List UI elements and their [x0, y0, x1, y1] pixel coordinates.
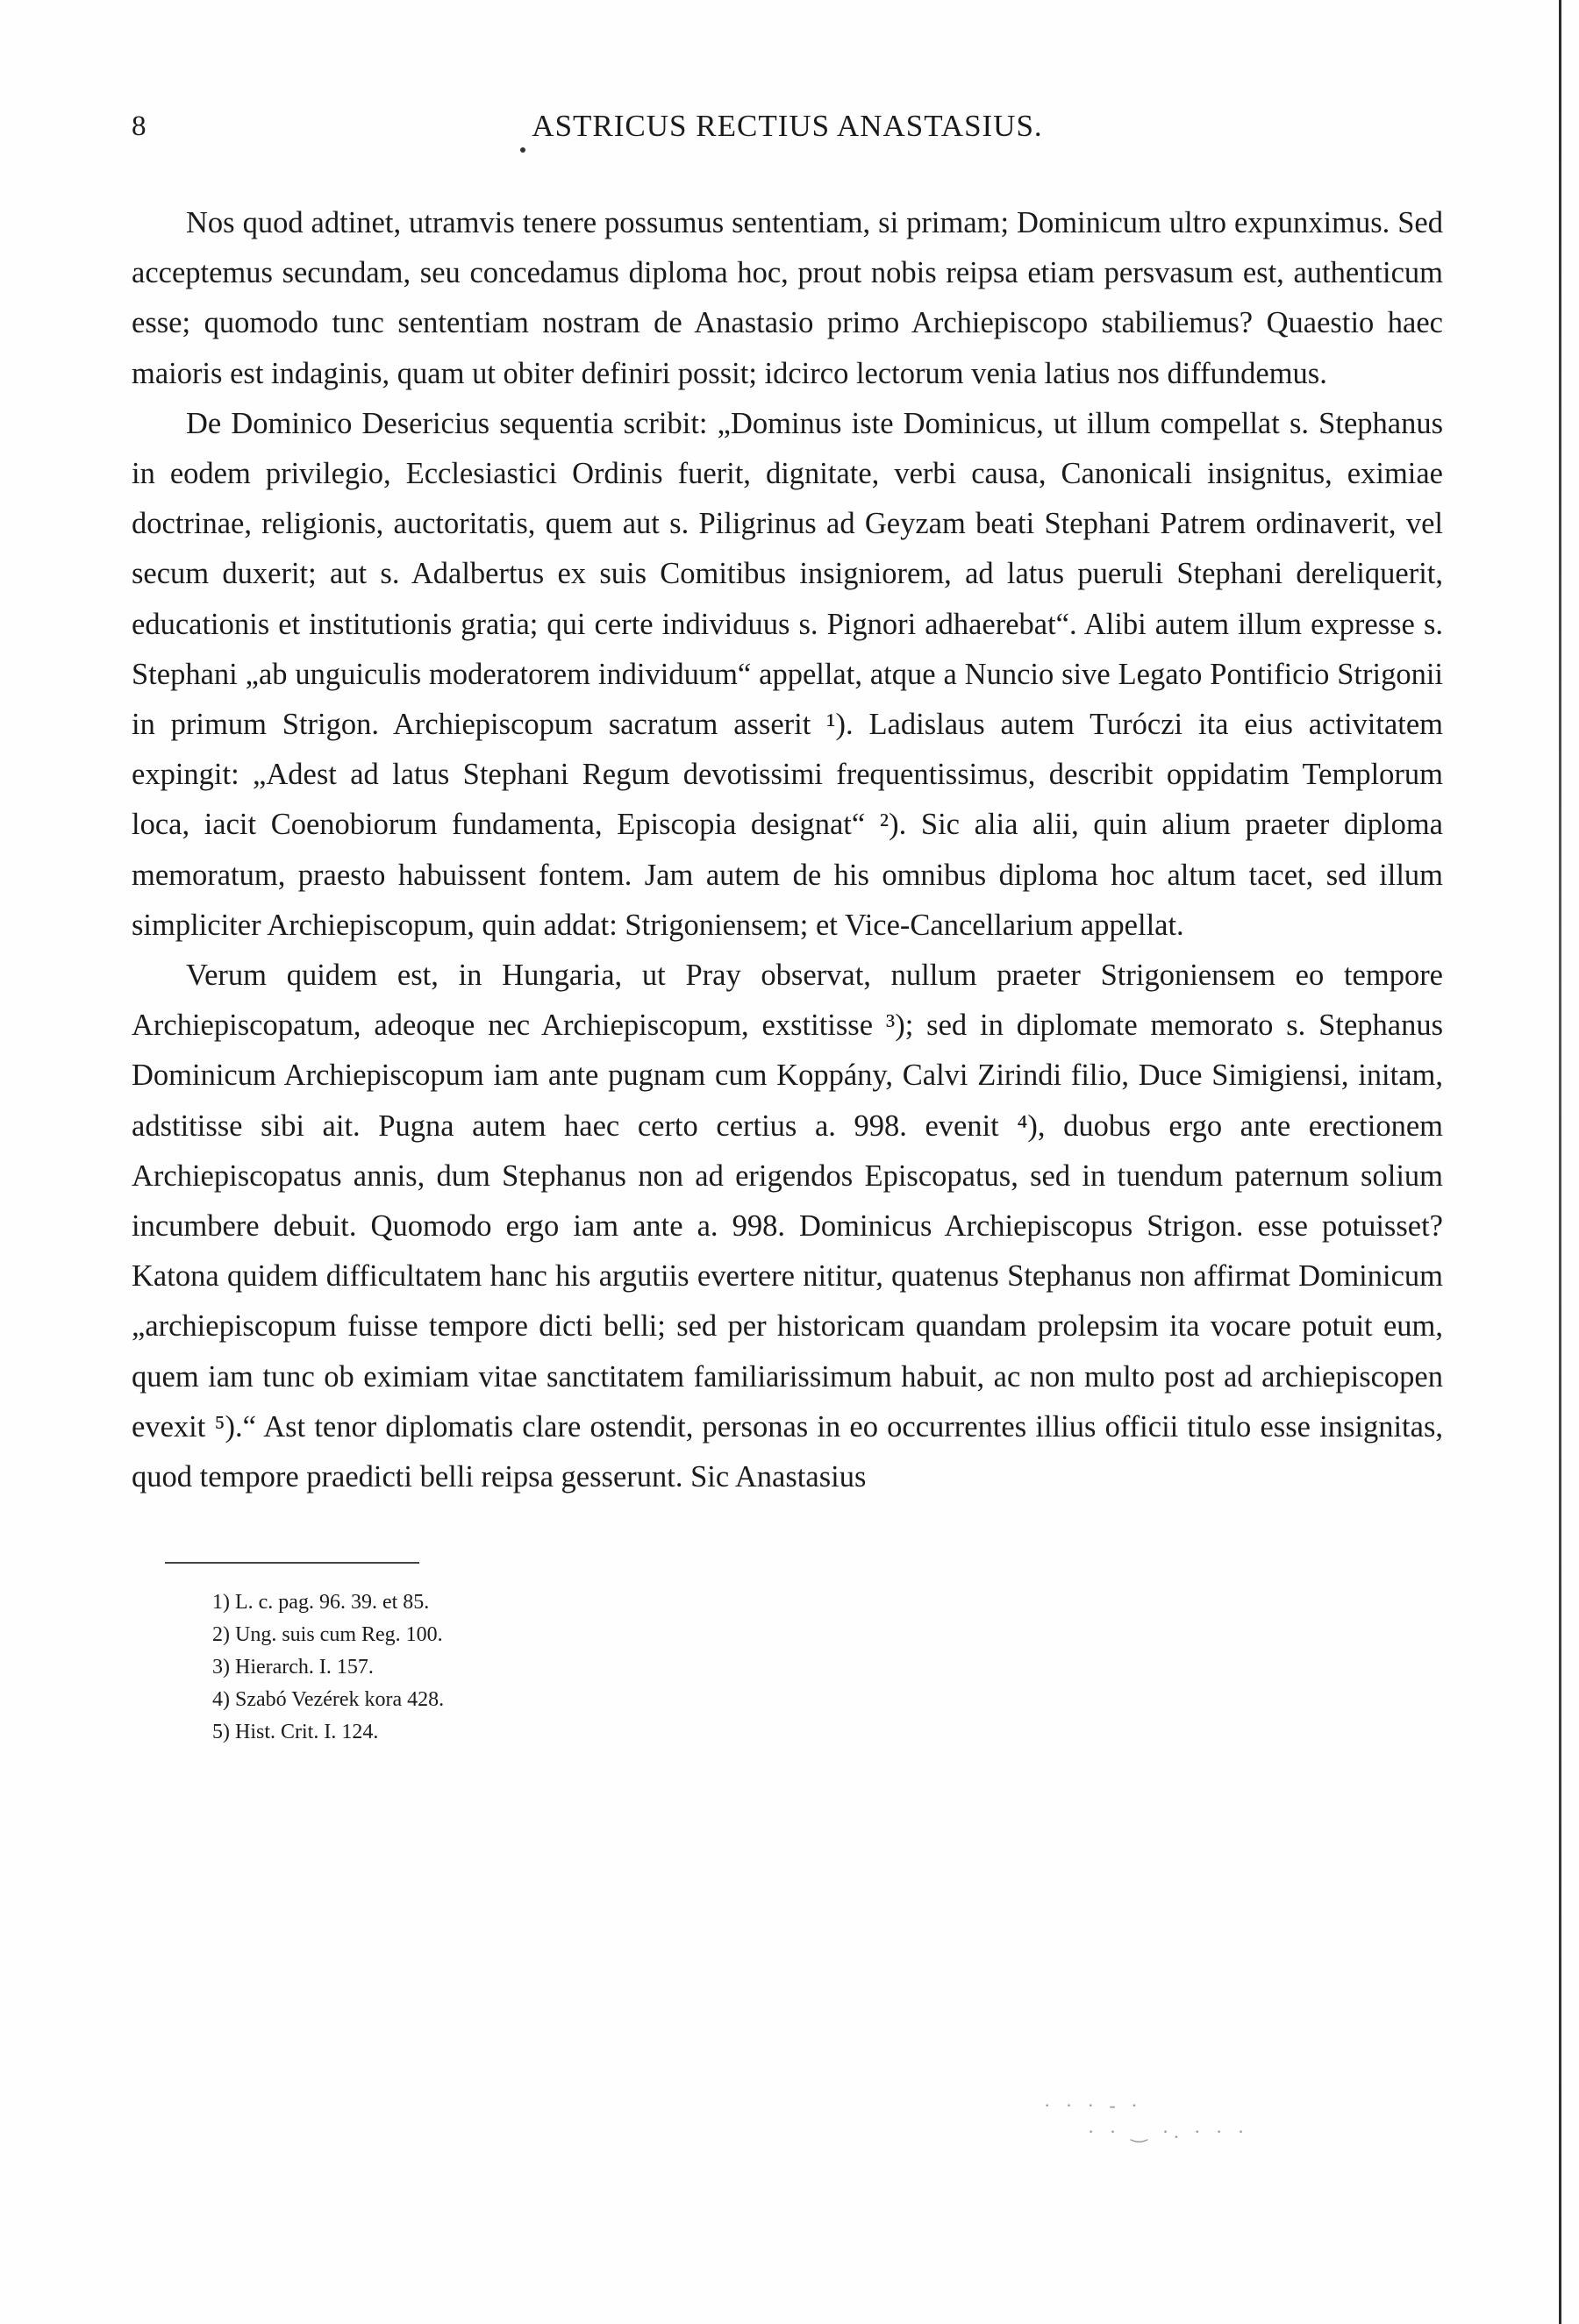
paragraph: Nos quod adtinet, utramvis tenere possumus sententiam, si primam; Dominicum ultro expunximus. Sed acceptemus secundam, seu concedamus diploma hoc, prout nobis reipsa etiam persvasum est, authenticum esse; quomodo tunc sententiam nostram de Anastasio primo Archiepiscopo stabiliemus? Quaestio haec maioris est indaginis, quam ut obiter definiri possit; idcirco lectorum venia latius nos diffundemus. [132, 206, 1443, 390]
book-page [132, 103, 1443, 1749]
running-title: ASTRICUS RECTIUS ANASTASIUS. [532, 109, 1043, 143]
footnote: 3) Hierarch. I. 157. [212, 1656, 374, 1679]
footnote-rule [165, 1562, 419, 1564]
page-number: 8 [132, 110, 146, 142]
footnote: 5) Hist. Crit. I. 124. [212, 1721, 379, 1744]
paragraph: Verum quidem est, in Hungaria, ut Pray observat, nullum praeter Strigoniensem eo tempore Archiepiscopatum, adeoque nec Archiepiscopum, exstitisse ³); sed in diplomate memorato s. Stephanus Dominicum Archiepiscopum iam ante pugnam cum Koppány, Calvi Zirindi filio, Duce Simigiensi, initam, adstitisse sibi ait. Pugna autem haec certo certius a. 998. evenit ⁴), duobus ergo ante erectionem Archiepiscopatus annis, dum Stephanus non ad erigendos Episcopatus, sed in tuendum paternum solium incumbere debuit. Quomodo ergo iam ante a. 998. Dominicus Archiepiscopus Strigon. esse potuisset? Katona quidem difficultatem hanc his argutiis evertere nititur, quatenus Stephanus non affirmat Dominicum „archiepiscopum fuisse tempore dicti belli; sed per historicam quandam prolepsim ita vocare potuit eum, quem iam tunc ob eximiam vitae sanctitatem familiarissimum habuit, ac non multo post ad archiepiscopen evexit ⁵).“ Ast tenor diplomatis clare ostendit, personas in eo occurrentes illius officii titulo esse insignitas, quod tempore praedicti belli reipsa gesserunt. Sic Anastasius [132, 959, 1443, 1494]
page-header [132, 103, 1443, 156]
scan-speckle: · · ‿ ·. · · · [1088, 2121, 1250, 2142]
footnote: 2) Ung. suis cum Reg. 100. [212, 1623, 443, 1647]
paragraph: De Dominico Desericius sequentia scribit: „Dominus iste Dominicus, ut illum compellat s. Stephanus in eodem privilegio, Ecclesiastici Ordinis fuerit, dignitate, verbi causa, Canonicali insignitus, eximiae doctrinae, religionis, auctoritatis, quem aut s. Piligrinus ad Geyzam beati Stephani Patrem ordinaverit, vel secum duxerit; aut s. Adalbertus ex suis Comitibus insigniorem, ad latus pueruli Stephani dereliquerit, educationis et institutionis gratia; qui certe individuus s. Pignori adhaerebat“. Alibi autem illum expresse s. Stephani „ab unguiculis moderatorem individuum“ appellat, atque a Nuncio sive Legato Pontificio Strigonii in primum Strigon. Archiepiscopum sacratum asserit ¹). Ladislaus autem Turóczi ita eius activitatem expingit: „Adest ad latus Stephani Regum devotissimi frequentissimus, describit oppidatim Templorum loca, iacit Coenobiorum fundamenta, Episcopia designat“ ²). Sic alia alii, quin alium praeter diploma memoratum, praesto habuissent fontem. Jam autem de his omnibus diploma hoc altum tacet, sed illum simpliciter Archiepiscopum, quin addat: Strigoniensem; et Vice-Cancellarium appellat. [132, 406, 1443, 942]
ink-dot [520, 147, 525, 153]
scan-speckle: · · · - · [1044, 2094, 1143, 2116]
body-text [132, 198, 1443, 1502]
footnotes [132, 1586, 1443, 1749]
footnote: 4) Szabó Vezérek kora 428. [212, 1688, 445, 1712]
scan-border-edge [1559, 0, 1561, 2324]
footnote: 1) L. c. pag. 96. 39. et 85. [212, 1591, 430, 1615]
